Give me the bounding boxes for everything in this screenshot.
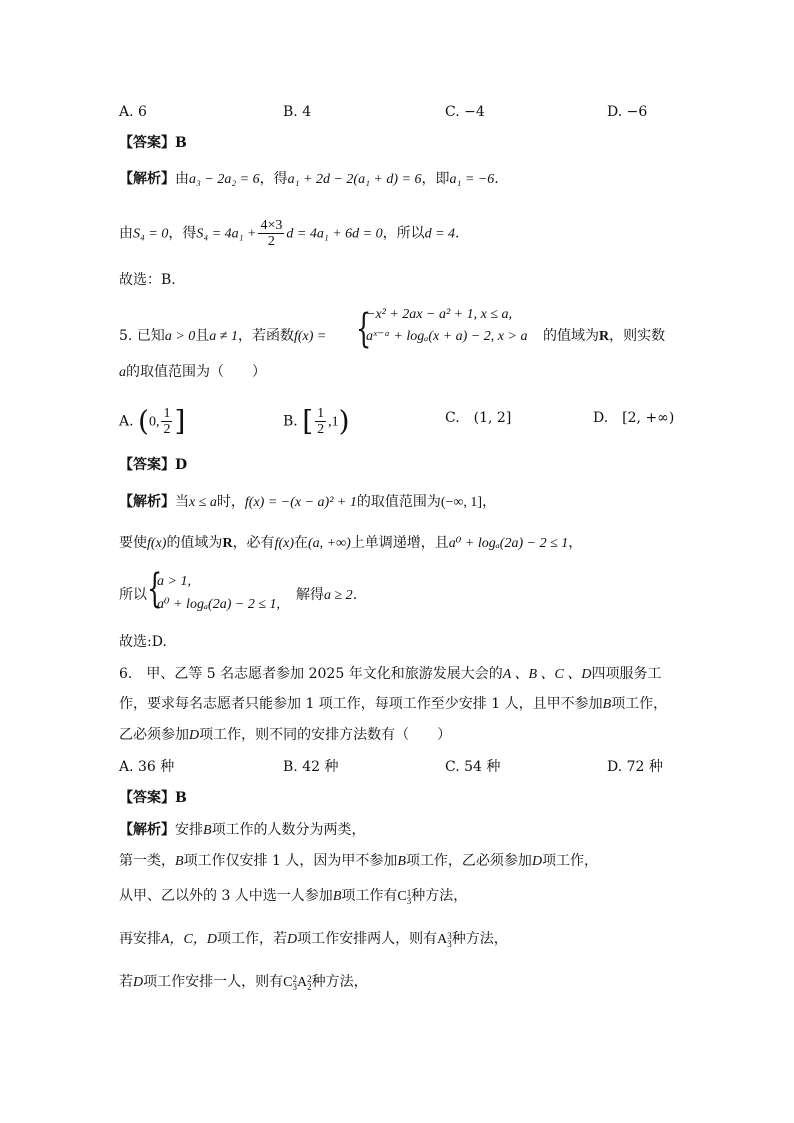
equation: S₄ = 0 — [133, 226, 169, 242]
equation: f(x) = — [293, 329, 327, 344]
equation: a > 0 — [164, 329, 196, 344]
text: ，所以 — [382, 225, 425, 242]
combination-symbol — [283, 975, 297, 990]
text: 作，要求每名志愿者只能参加 1 项工作，每项工作至少安排 1 人，且甲不参加 — [119, 696, 603, 712]
text: 由 — [119, 225, 133, 242]
text: 从甲、乙以外的 3 人中选一人参加 — [119, 888, 333, 904]
analysis-line — [119, 585, 147, 605]
variables: A 、B 、C 、D — [502, 667, 592, 682]
piecewise-case: aˣ⁻ᵃ + logₐ(x + a) − 2, x > a — [366, 329, 528, 344]
subscript: 3 — [292, 981, 297, 992]
fraction-numerator: 1 — [317, 406, 325, 421]
text: 且 — [195, 328, 210, 344]
variable: B — [175, 854, 184, 869]
combination-symbol — [397, 889, 411, 904]
analysis-line — [119, 851, 598, 872]
equation: f(x) = −(x − a)² + 1 — [244, 495, 357, 510]
left-brace: { — [147, 566, 163, 612]
bracket: [ — [302, 404, 314, 438]
fraction-numerator: 1 — [163, 406, 171, 421]
variable: a — [119, 365, 126, 380]
text: 安排 — [175, 822, 203, 838]
text: . — [352, 587, 358, 603]
conclusion: 故选：B. — [119, 272, 176, 288]
text: 解得 — [296, 587, 324, 603]
question-stem — [119, 694, 667, 715]
option-b — [283, 406, 350, 437]
text: 若 — [119, 974, 133, 990]
question-stem — [119, 326, 326, 347]
variable: D — [287, 932, 298, 947]
fraction — [315, 406, 326, 437]
equation: a ≥ 2 — [324, 588, 353, 603]
analysis-line — [119, 492, 496, 513]
text: ，得 — [259, 171, 288, 187]
subscript: 3 — [406, 895, 412, 906]
text: 项工作，乙必须参加 — [405, 853, 532, 869]
value: 0, — [148, 414, 160, 430]
answer-label: 【答案】B — [119, 790, 187, 806]
analysis-label: 【解析】 — [119, 171, 175, 187]
fraction-denominator: 2 — [267, 234, 275, 249]
text: ， — [568, 535, 583, 551]
option-label: B. — [283, 413, 298, 430]
fraction-denominator: 2 — [317, 422, 325, 437]
symbol: C — [397, 889, 407, 904]
analysis-line — [119, 533, 582, 554]
equation: f(x) — [147, 536, 167, 551]
text: 项工作的人数分为两类， — [211, 822, 366, 838]
analysis-line — [119, 820, 366, 841]
equation: d = 4 — [424, 226, 456, 242]
analysis-line — [296, 585, 357, 606]
variable: B — [332, 889, 342, 904]
analysis-line: 【解析】由a₃ − 2a₂ = 6，得a₁ + 2d − 2(a₁ + d) = 6，即a₁ = −6. — [119, 171, 499, 187]
system-case: a > 1, — [157, 574, 191, 589]
superscript: 1 — [406, 887, 412, 898]
text: 在 — [294, 535, 308, 551]
variable: D — [133, 975, 144, 990]
text: 种方法， — [411, 888, 468, 904]
option-a: A. 36 种 — [119, 759, 175, 775]
variable: B — [203, 823, 212, 838]
text: 项工作有 — [341, 888, 398, 904]
text: 四项服务工 — [591, 666, 662, 682]
answer-label: 【答案】B — [119, 135, 187, 151]
symbol: A — [296, 975, 308, 990]
variable: D — [531, 854, 543, 869]
fraction-numerator: 4×3 — [260, 218, 283, 233]
text: 的值域为 — [543, 328, 599, 344]
analysis-line — [119, 929, 508, 950]
text: ，得 — [168, 225, 197, 242]
superscript: 2 — [292, 973, 297, 984]
text: 当 — [175, 494, 189, 510]
option-c: C. −4 — [445, 104, 485, 120]
bracket: ) — [338, 404, 350, 438]
text: 的取值范围为（ ） — [126, 364, 266, 380]
option-d: D. −6 — [607, 104, 648, 120]
text: 已知 — [136, 328, 165, 344]
analysis-line — [119, 972, 368, 993]
text: ，即 — [421, 171, 450, 187]
text: 项工作， — [542, 853, 599, 869]
variables: A，C，D — [161, 932, 217, 947]
symbol: R — [599, 329, 610, 344]
text: ，必有 — [232, 535, 275, 551]
text: 要使 — [119, 535, 147, 551]
interval: (−∞, 1] — [440, 495, 483, 510]
text: 上单调递增，且 — [350, 535, 449, 551]
equation: a⁰ + logₐ(2a) − 2 ≤ 1 — [448, 536, 569, 551]
text: 项工作，若 — [217, 931, 287, 947]
equation: a ≠ 1 — [209, 329, 238, 344]
equation: x ≤ a — [189, 495, 217, 510]
option-c: C. 54 种 — [445, 759, 501, 775]
analysis-label: 【解析】 — [119, 822, 175, 838]
text: 6. 甲、乙等 5 名志愿者参加 2025 年文化和旅游发展大会的 — [119, 666, 503, 682]
conclusion: 故选:D. — [119, 634, 167, 650]
option-a: A. 6 — [119, 104, 147, 120]
option-b: B. 42 种 — [283, 759, 339, 775]
text: 时， — [216, 494, 245, 510]
question-stem-tail — [543, 326, 665, 347]
piecewise-case: −x² + 2ax − a² + 1, x ≤ a, — [366, 307, 513, 322]
text: 的值域为 — [166, 535, 223, 551]
analysis-line — [119, 886, 467, 907]
equation: f(x) — [274, 536, 294, 551]
answer-label: 【答案】D — [119, 457, 188, 473]
superscript: 3 — [447, 930, 452, 941]
option-d: D. [2, +∞) — [593, 410, 675, 426]
text: ，则实数 — [609, 328, 666, 344]
text: 项工作， — [611, 696, 668, 712]
text: 种方法， — [451, 931, 508, 947]
text: 项工作，则不同的安排方法数有（ ） — [199, 727, 452, 743]
text: 乙必须参加 — [119, 727, 189, 743]
analysis-line: 由S₄ = 0，得S₄ = 4a₁ + $\frac{4\times 3}{2}$ d = 4a₁ + 6d = 0，所以d = 4. — [119, 218, 460, 249]
question-number: 5. — [119, 328, 133, 344]
bracket: ] — [174, 404, 186, 438]
fraction — [258, 218, 284, 249]
option-label: A. — [119, 413, 134, 430]
equation: a₃ − 2a₂ = 6 — [189, 172, 260, 187]
text: 第一类， — [119, 853, 175, 869]
variable: B — [602, 697, 612, 712]
symbol: R — [222, 536, 233, 551]
option-d: D. 72 种 — [607, 759, 663, 775]
symbol: A — [437, 932, 448, 947]
text: 再安排 — [119, 931, 161, 947]
option-a — [119, 406, 185, 437]
system-case: a⁰ + logₐ(2a) − 2 ≤ 1, — [157, 597, 280, 612]
arrangement-symbol — [437, 932, 452, 947]
value: ,1 — [328, 414, 339, 430]
arrangement-symbol — [297, 975, 312, 990]
equation: S₄ = 4a₁ + — [196, 226, 257, 242]
text: ， — [482, 494, 497, 510]
text: 的取值范围为 — [356, 494, 441, 510]
text: 项工作安排一人，则有 — [143, 974, 284, 990]
text: ，若函数 — [237, 328, 294, 344]
text: 项工作仅安排 1 人，因为甲不参加 — [183, 853, 398, 869]
fraction-denominator: 2 — [163, 422, 171, 437]
variable: B — [397, 854, 406, 869]
fraction — [161, 406, 172, 437]
text: 所以 — [119, 587, 147, 603]
equation: d = 4a₁ + 6d = 0 — [286, 226, 383, 242]
superscript: 2 — [307, 973, 312, 984]
subscript: 3 — [447, 938, 452, 949]
text: 由 — [175, 171, 189, 187]
equation: a₁ = −6 — [449, 172, 495, 187]
question-stem — [119, 725, 451, 746]
variable: D — [189, 728, 200, 743]
symbol: C — [283, 975, 293, 990]
question-stem — [119, 664, 662, 685]
analysis-label: 【解析】 — [119, 494, 175, 510]
text: 项工作安排两人，则有 — [297, 931, 438, 947]
interval: (a, +∞) — [308, 536, 351, 551]
option-b: B. 4 — [283, 104, 312, 120]
bracket: ( — [138, 404, 149, 438]
subscript: 2 — [307, 981, 312, 992]
text: 种方法， — [311, 974, 368, 990]
left-brace: { — [356, 306, 372, 352]
equation: a₁ + 2d − 2(a₁ + d) = 6 — [287, 172, 422, 187]
option-c: C. (1, 2] — [445, 410, 512, 426]
question-stem — [119, 362, 266, 383]
